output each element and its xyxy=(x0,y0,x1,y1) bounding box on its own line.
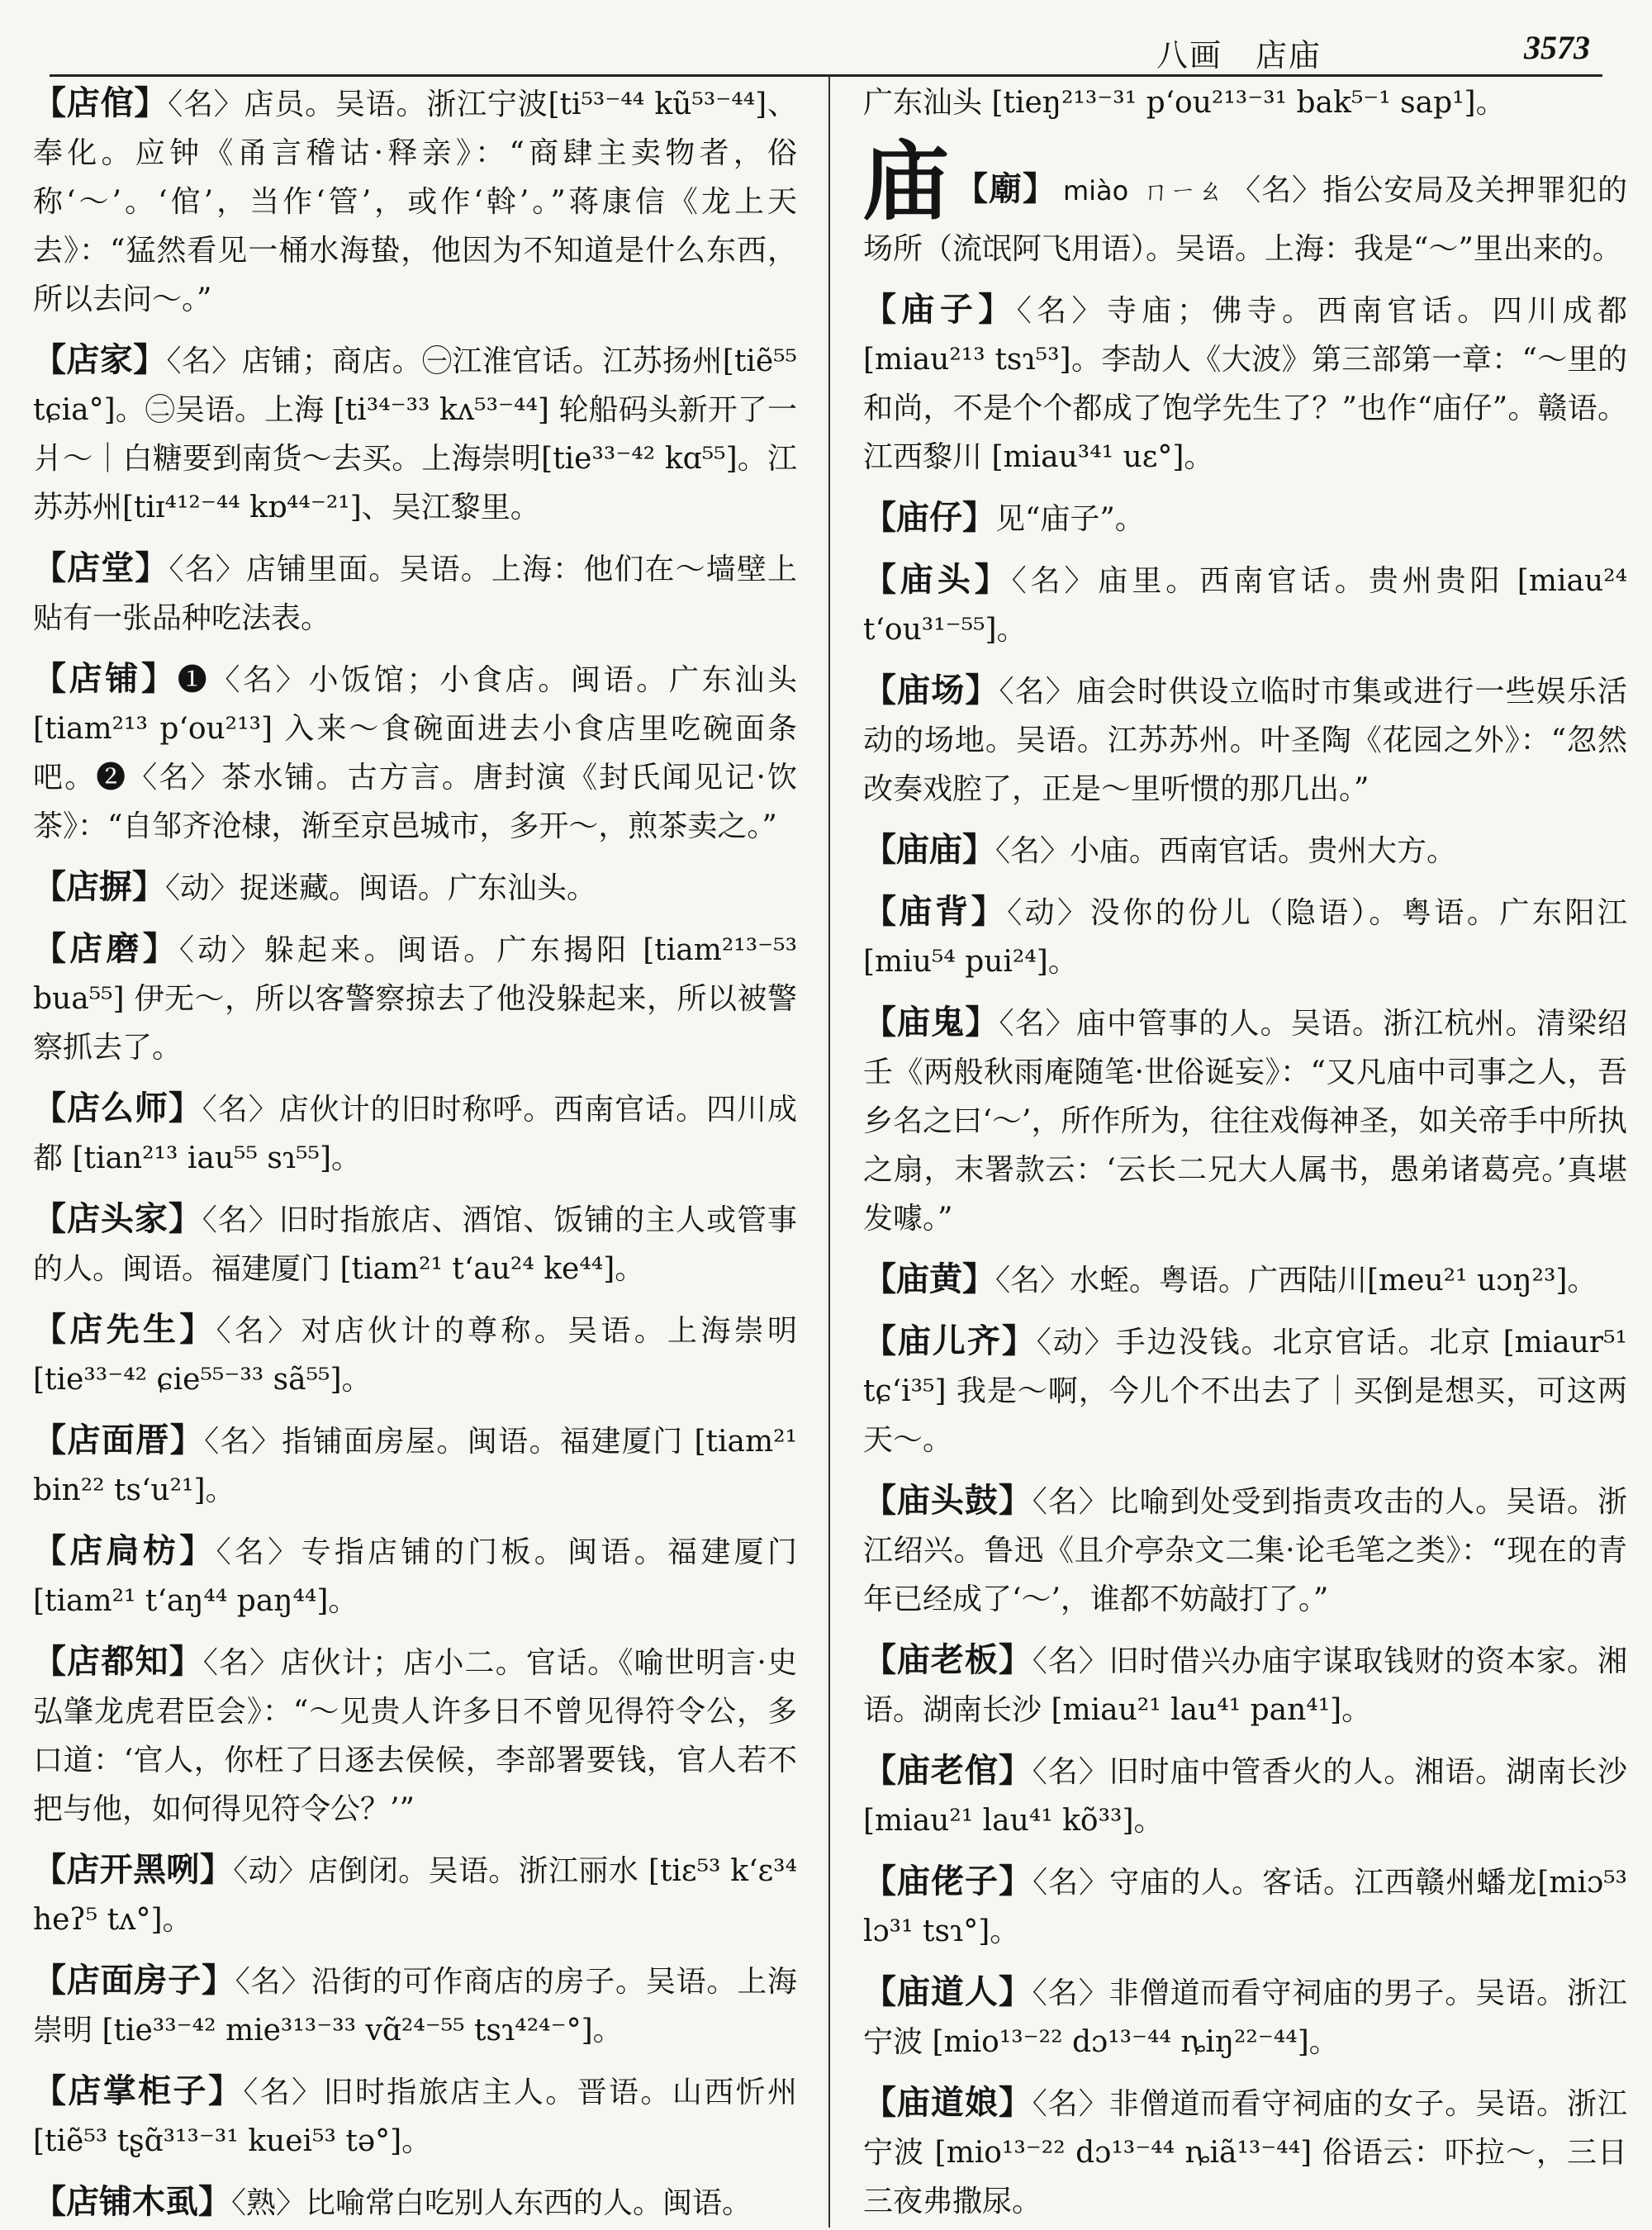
entry xyxy=(863,1255,1627,1305)
headword: 【庙场】 xyxy=(863,671,999,709)
header-rule xyxy=(50,74,1602,77)
entry xyxy=(863,998,1627,1243)
definition: 〈名〉非僧道而看守祠庙的男子。吴语。浙江宁波 [mio¹³⁻²² dɔ¹³⁻⁴⁴ ȵiŋ²²⁻⁴⁴]。 xyxy=(863,1976,1627,2059)
definition: 〈名〉沿街的可作商店的房子。吴语。上海崇明 [tie³³⁻⁴² mie³¹³⁻³³ vɑ̃²⁴⁻⁵⁵ tsɿ⁴²⁴⁻°]。 xyxy=(33,1965,797,2047)
definition: 〈名〉店伙计；店小二。官话。《喻世明言·史弘肇龙虎君臣会》：“～见贵人许多日不曾见得符令公，多口道：‘官人，你枉了日逐去侯候，李部署要钱，官人若不把与他，如何得见符令公？’” xyxy=(33,1646,797,1826)
entry xyxy=(863,666,1627,814)
headword: 【店先生】 xyxy=(33,1310,216,1349)
definition: 〈动〉捉迷藏。闽语。广东汕头。 xyxy=(165,871,597,905)
definition: 〈熟〉比喻常白吃别人东西的人。闽语。 xyxy=(231,2186,752,2220)
entry xyxy=(33,1637,797,1834)
page-header xyxy=(0,23,1652,76)
headword: 【店铺木虱】 xyxy=(33,2182,231,2221)
definition: ❶〈名〉小饭馆；小食店。闽语。广东汕头[tiam²¹³ p‘ou²¹³] 入来～食碗面进去小食店里吃碗面条吧。❷〈名〉茶水铺。古方言。唐封演《封氏闻见记·饮茶》：“自邹齐沧棣，渐至京邑城市，多开～，煎茶卖之。” xyxy=(33,663,797,843)
entry xyxy=(33,2177,797,2222)
entry xyxy=(33,862,797,913)
entry xyxy=(33,654,797,851)
headword: 【庙子】 xyxy=(863,290,1017,329)
headword: 【庙佬子】 xyxy=(863,1862,1033,1900)
headword: 【庙背】 xyxy=(863,892,1008,931)
definition: 〈名〉水蛭。粤语。广西陆川[meu²¹ uɔŋ²³]。 xyxy=(995,1264,1597,1298)
entry xyxy=(33,1956,797,2055)
entry xyxy=(863,1857,1627,1956)
headword: 【店堂】 xyxy=(33,548,169,587)
entry xyxy=(33,543,797,643)
headword: 【店磨】 xyxy=(33,929,180,968)
section-title: 八画 店庙 xyxy=(1156,37,1322,74)
definition: 〈名〉店员。吴语。浙江宁波[ti⁵³⁻⁴⁴ kũ⁵³⁻⁴⁴]、奉化。应钟《甬言稽诂·释亲》：“商肆主卖物者，俗称‘～’。‘倌’，当作‘管’，或作‘斡’。”蒋康信《龙上天去》：“猛然看见一桶水海蛰，他因为不知道是什么东西，所以去问～。” xyxy=(33,88,797,316)
entry xyxy=(33,1305,797,1404)
definition: 〈动〉店倒闭。吴语。浙江丽水 [tiɛ⁵³ k‘ɛ³⁴ heʔ⁵ tʌ°]。 xyxy=(33,1854,797,1937)
definition: 广东汕头 [tieŋ²¹³⁻³¹ p‘ou²¹³⁻³¹ bak⁵⁻¹ sap¹]。 xyxy=(863,86,1506,120)
headword: 【店铺】 xyxy=(33,659,178,698)
headword: 【店掌柜子】 xyxy=(33,2071,244,2110)
definition: 〈名〉指铺面房屋。闽语。福建厦门 [tiam²¹ bin²² ts‘u²¹]。 xyxy=(33,1425,797,1507)
left-column xyxy=(33,78,797,2222)
headword: 【庙鬼】 xyxy=(863,1003,999,1041)
headword-large: 庙 xyxy=(863,130,950,232)
column-divider xyxy=(828,76,830,2228)
entry xyxy=(33,1845,797,1944)
definition: 〈名〉守庙的人。客话。江西赣州蟠龙[miɔ⁵³ lɔ³¹ tsɿ°]。 xyxy=(863,1866,1627,1948)
entry xyxy=(863,825,1627,875)
headword: 【庙黄】 xyxy=(863,1260,995,1298)
definition: 〈名〉旧时借兴办庙宇谋取钱财的资本家。湘语。湖南长沙 [miau²¹ lau⁴¹ pan⁴¹]。 xyxy=(863,1644,1627,1727)
entry xyxy=(33,1416,797,1515)
definition: 〈名〉旧时庙中管香火的人。湘语。湖南长沙 [miau²¹ lau⁴¹ kõ³³]。 xyxy=(863,1755,1627,1838)
entry xyxy=(863,493,1627,543)
definition: 〈名〉店铺；商店。㊀江淮官话。江苏扬州[tiẽ⁵⁵ tɕia°]。㊁吴语。上海 [ti³⁴⁻³³ kʌ⁵³⁻⁴⁴] 轮船码头新开了一爿～｜白糖要到南货～去买。上海崇明[tie³³⁻⁴² kɑ⁵⁵]。江苏苏州[tiɪ⁴¹²⁻⁴⁴ kɒ⁴⁴⁻²¹]、吴江黎里。 xyxy=(33,344,797,524)
entry xyxy=(863,1317,1627,1464)
page-number: 3573 xyxy=(1524,29,1590,66)
headword: 【庙道娘】 xyxy=(863,2083,1032,2122)
headword: 【店倌】 xyxy=(33,83,169,122)
entry xyxy=(33,1526,797,1625)
headword: 【庙头】 xyxy=(863,560,1012,599)
definition: 〈名〉寺庙；佛寺。西南官话。四川成都[miau²¹³ tsɿ⁵³]。李劼人《大波》第三部第一章：“～里的和尚，不是个个都成了饱学先生了？”也作“庙仔”。赣语。江西黎川 [miau³⁴¹ uɛ°]。 xyxy=(863,294,1627,474)
definition: 〈名〉店伙计的旧时称呼。西南官话。四川成都 [tian²¹³ iau⁵⁵ sɿ⁵⁵]。 xyxy=(33,1093,797,1175)
headword: 【庙庙】 xyxy=(863,830,995,869)
entry-main-character xyxy=(863,130,1627,273)
definition: 〈名〉店铺里面。吴语。上海：他们在～墙壁上贴有一张品种吃法表。 xyxy=(33,553,797,635)
definition: 〈名〉旧时指旅店主人。晋语。山西忻州[tiẽ⁵³ tʂɑ̃³¹³⁻³¹ kuei⁵³ tə°]。 xyxy=(33,2076,797,2158)
entry xyxy=(33,335,797,532)
entry xyxy=(33,1084,797,1183)
headword: 【庙老倌】 xyxy=(863,1751,1032,1790)
definition: 〈名〉小庙。西南官话。贵州大方。 xyxy=(995,834,1457,868)
headword: 【庙头鼓】 xyxy=(863,1481,1032,1520)
entry xyxy=(33,924,797,1072)
definition: 〈名〉非僧道而看守祠庙的女子。吴语。浙江宁波 [mio¹³⁻²² dɔ¹³⁻⁴⁴ ȵiã¹³⁻⁴⁴] 俗语云：吓拉～，三日三夜弗撒尿。 xyxy=(863,2087,1627,2218)
definition: 〈动〉手边没钱。北京官话。北京 [miaur⁵¹ tɕ‘i³⁵] 我是～啊，今儿个不出去了｜买倒是想买，可这两天～。 xyxy=(863,1326,1627,1457)
definition: 〈名〉庙中管事的人。吴语。浙江杭州。清梁绍壬《两般秋雨庵随笔·世俗诞妄》：“又凡庙中司事之人，吾乡名之曰‘～’，所作所为，往往戏侮神圣，如关帝手中所执之扇，末署款云：‘云长二兄大人属书，愚弟诸葛亮。’真堪发噱。” xyxy=(863,1007,1627,1236)
entry xyxy=(863,1746,1627,1845)
headword: 【店摒】 xyxy=(33,867,165,906)
definition: 〈名〉庙里。西南官话。贵州贵阳 [miau²⁴ t‘ou³¹⁻⁵⁵]。 xyxy=(863,564,1627,647)
right-column xyxy=(863,78,1627,2222)
headword: 【庙仔】 xyxy=(863,498,995,537)
definition: 〈名〉比喻到处受到指责攻击的人。吴语。浙江绍兴。鲁迅《且介亭杂文二集·论毛笔之类》：“现在的青年已经成了‘～’，谁都不妨敲打了。” xyxy=(863,1485,1627,1616)
entry xyxy=(863,285,1627,482)
headword: 【店头家】 xyxy=(33,1199,202,1238)
entry xyxy=(863,1635,1627,1734)
entry xyxy=(863,1476,1627,1624)
definition: 〈名〉庙会时供设立临时市集或进行一些娱乐活动的场地。吴语。江苏苏州。叶圣陶《花园之外》：“忽然改奏戏腔了，正是～里听惯的那几出。” xyxy=(863,675,1627,806)
headword: 【店面房子】 xyxy=(33,1961,235,2000)
headword: 【店家】 xyxy=(33,340,167,379)
definition: 〈名〉专指店铺的门板。闽语。福建厦门[tiam²¹ t‘aŋ⁴⁴ paŋ⁴⁴]。 xyxy=(33,1535,797,1618)
entry xyxy=(863,887,1627,986)
headword: 【店都知】 xyxy=(33,1642,203,1681)
definition: 见“庙子”。 xyxy=(995,502,1145,536)
definition: 〈动〉躲起来。闽语。广东揭阳 [tiam²¹³⁻⁵³ bua⁵⁵] 伊无～，所以客警察掠去了他没躲起来，所以被警察抓去了。 xyxy=(33,933,797,1065)
headword: 【店么师】 xyxy=(33,1089,202,1127)
headword: 【店面厝】 xyxy=(33,1421,205,1459)
bopomofo: ㄇㄧㄠ xyxy=(1142,175,1225,206)
pinyin: miào xyxy=(1062,175,1129,206)
entry xyxy=(33,78,797,324)
entry xyxy=(33,1194,797,1293)
definition: 〈名〉旧时指旅店、酒馆、饭铺的主人或管事的人。闽语。福建厦门 [tiam²¹ t‘au²⁴ ke⁴⁴]。 xyxy=(33,1203,797,1286)
definition: 〈名〉对店伙计的尊称。吴语。上海崇明[tie³³⁻⁴² ɕie⁵⁵⁻³³ sã⁵⁵]。 xyxy=(33,1314,797,1397)
entry xyxy=(863,1967,1627,2066)
headword: 【庙老板】 xyxy=(863,1640,1032,1679)
definition: 〈动〉没你的份儿（隐语）。粤语。广东阳江[miu⁵⁴ pui²⁴]。 xyxy=(863,896,1627,979)
entry xyxy=(33,2066,797,2166)
headword: 【店开黑咧】 xyxy=(33,1850,234,1889)
headword: 【店扃枋】 xyxy=(33,1531,216,1570)
headword: 【庙儿齐】 xyxy=(863,1321,1037,1360)
traditional-form: 【廟】 xyxy=(955,169,1056,208)
entry-continuation xyxy=(863,78,1627,127)
headword: 【庙道人】 xyxy=(863,1972,1032,2011)
entry xyxy=(863,2078,1627,2222)
entry xyxy=(863,555,1627,654)
definition: 〈名〉指公安局及关押罪犯的场所（流氓阿飞用语）。吴语。上海：我是“～”里出来的。 xyxy=(863,173,1627,266)
